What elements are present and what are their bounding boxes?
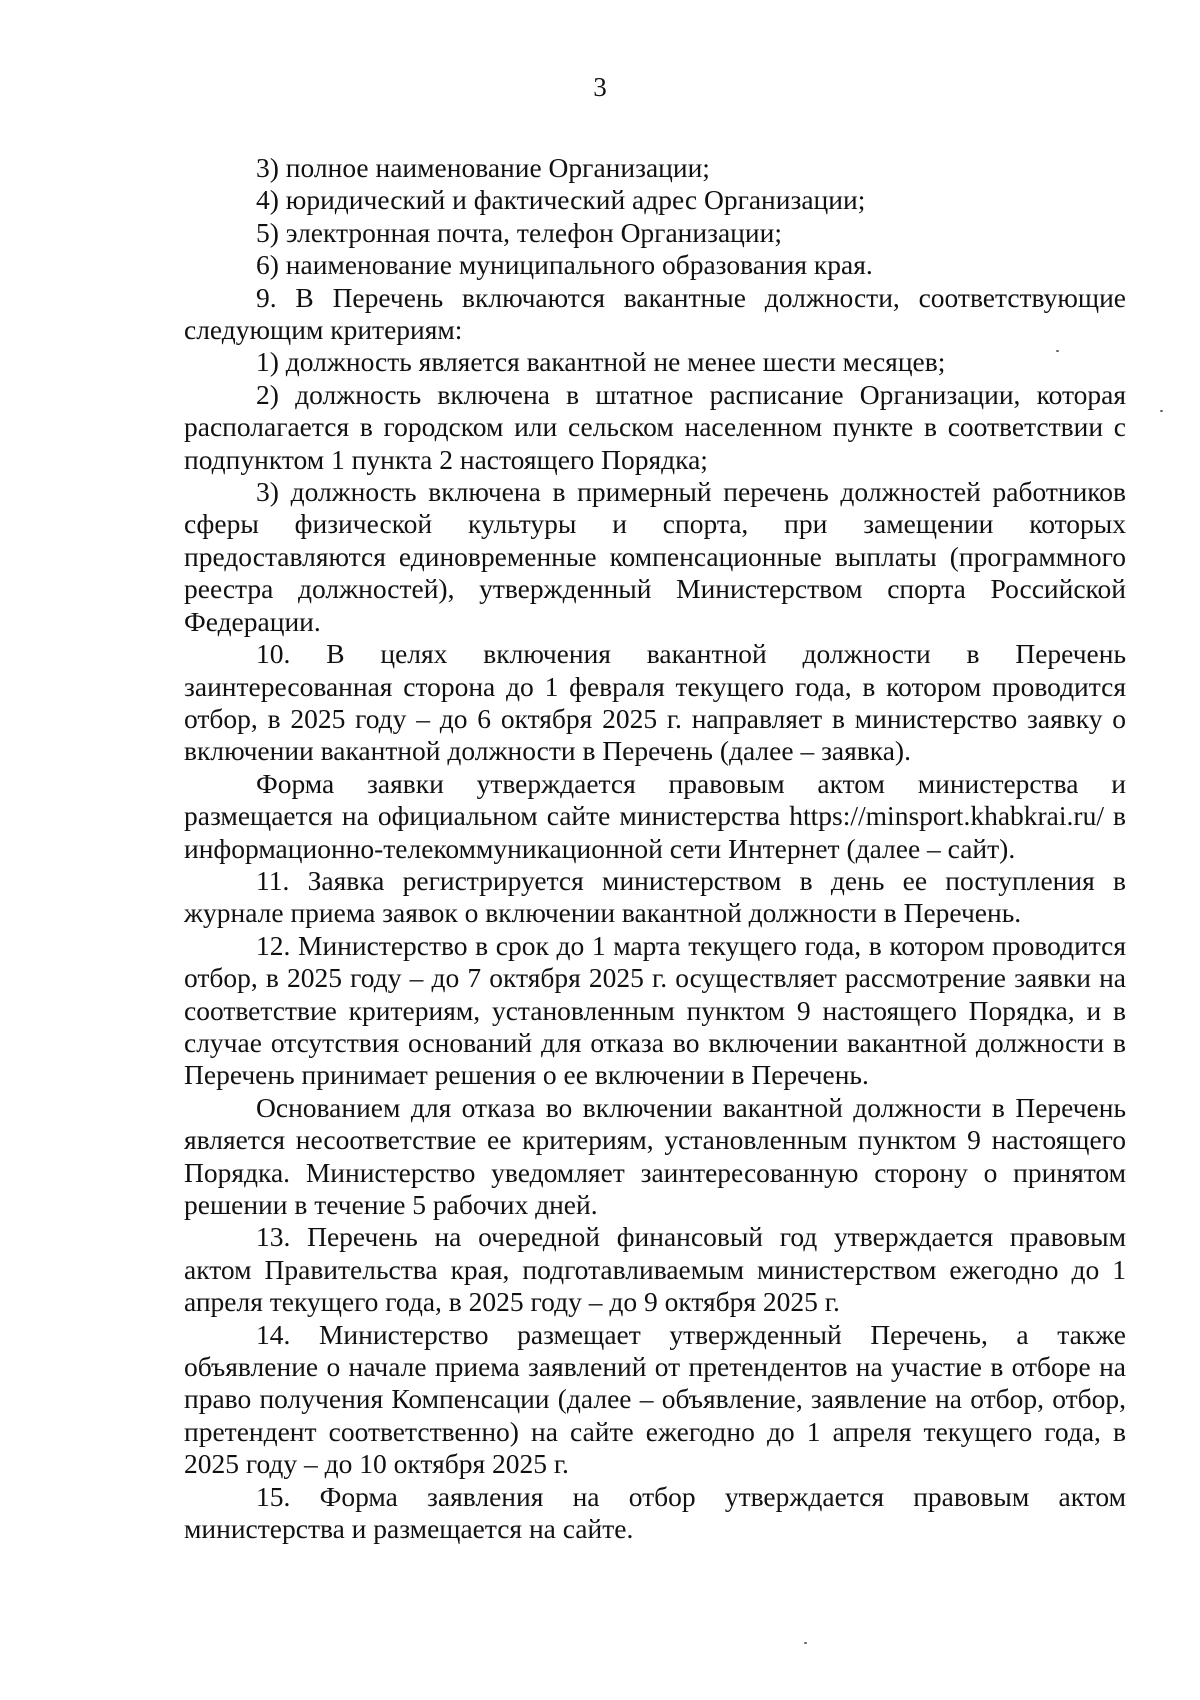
paragraph-criterion-1: 1) должность является вакантной не менее шести месяцев; (256, 346, 946, 378)
paragraph-section-15: 15. Форма заявления на отбор утверждается правовым актом министерства и размещается на сайте. (184, 1480, 1126, 1545)
paragraph-section-13: 13. Перечень на очередной финансовый год утверждается правовым актом Правительства края, подготавливаемым министерством ежегодно до 1 апреля текущего года, в 2025 году – до 9 октября 2025 г. (184, 1221, 1126, 1318)
paragraph-criterion-3: 3) должность включена в примерный перечень должностей работников сферы физической культуры и спорта, при замещении которых предоставляются единовременные компенсационные выплаты (программного реестра должностей), утвержденный Министерством спорта Российской Федерации. (184, 476, 1126, 637)
paragraph-section-12: 12. Министерство в срок до 1 марта текущего года, в котором проводится отбор, в 2025 году – до 7 октября 2025 г. осуществляет рассмотрение заявки на соответствие критериям, установленным пунктом 9 настоящего Порядка, и в случае отсутствия оснований для отказа во включении вакантной должности в Перечень принимает решения о ее включении в Перечень. (184, 929, 1126, 1091)
paragraph-refusal-grounds: Основанием для отказа во включении вакантной должности в Перечень является несоответствие ее критериям, установленным пунктом 9 настоящего Порядка. Министерство уведомляет заинтересованную сторону о принятом решении в течение 5 рабочих дней. (184, 1091, 1126, 1220)
document-body (184, 152, 1126, 1545)
paragraph-application-form: Форма заявки утверждается правовым актом министерства и размещается на официальном сайте министерства https://minsport.khabkrai.ru/ в информационно-телекоммуникационной сети Интернет (далее – сайт). (184, 767, 1126, 864)
paragraph-section-11: 11. Заявка регистрируется министерством в день ее поступления в журнале приема заявок о включении вакантной должности в Перечень. (184, 864, 1126, 929)
scan-speck (1160, 410, 1163, 412)
scan-speck (1056, 350, 1059, 352)
paragraph-item-4: 4) юридический и фактический адрес Организации; (256, 184, 866, 216)
page-number: 3 (593, 72, 607, 102)
paragraph-section-14: 14. Министерство размещает утвержденный Перечень, а также объявление о начале приема заявлений от претендентов на участие в отборе на право получения Компенсации (далее – объявление, заявление на отбор, отбор, претендент соответственно) на сайте ежегодно до 1 апреля текущего года, в 2025 году – до 10 октября 2025 г. (184, 1318, 1126, 1480)
paragraph-item-6: 6) наименование муниципального образования края. (256, 249, 873, 281)
paragraph-item-3: 3) полное наименование Организации; (256, 152, 710, 183)
paragraph-section-10: 10. В целях включения вакантной должности в Перечень заинтересованная сторона до 1 февраля текущего года, в котором проводится отбор, в 2025 году – до 6 октября 2025 г. направляет в министерство заявку о включении вакантной должности в Перечень (далее – заявка). (184, 638, 1126, 767)
paragraph-section-9: 9. В Перечень включаются вакантные должности, соответствующие следующим критериям: (184, 281, 1126, 346)
scan-speck (804, 1642, 807, 1644)
paragraph-criterion-2: 2) должность включена в штатное расписание Организации, которая располагается в городском или сельском населенном пункте в соответствии с подпунктом 1 пункта 2 настоящего Порядка; (184, 378, 1126, 475)
paragraph-item-5: 5) электронная почта, телефон Организации; (256, 216, 782, 248)
